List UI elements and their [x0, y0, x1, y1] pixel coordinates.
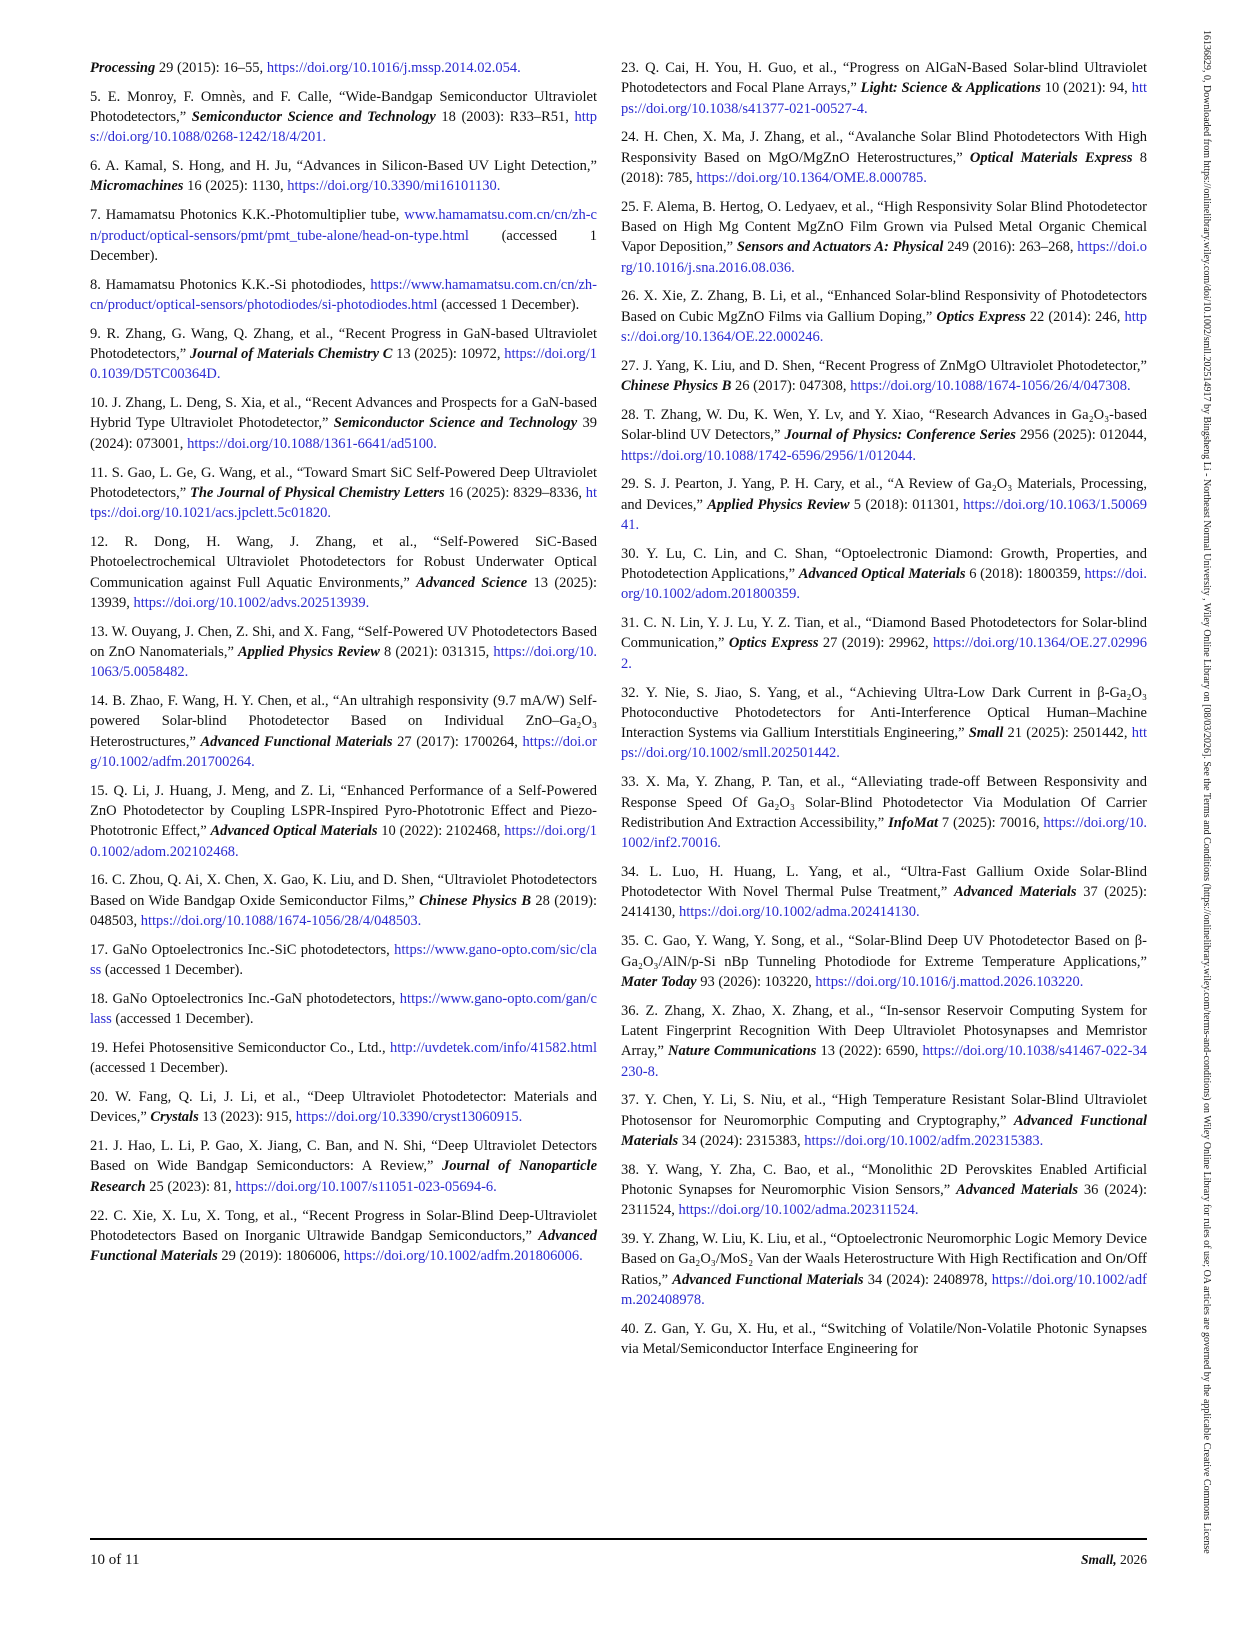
- reference-text: 8 (2021): 031315,: [379, 643, 494, 660]
- reference-text: 29. S. J. Pearton, J. Yang, P. H. Cary, et al., “A Review of Ga₂O₃ Materials, Processing, and Devices,”: [621, 476, 1147, 513]
- reference-text: 13. W. Ouyang, J. Chen, Z. Shi, and X. Fang, “Self-Powered UV Photodetectors Based on ZnO Nanomaterials,”: [90, 623, 597, 660]
- reference-text: 17. GaNo Optoelectronics Inc.-SiC photodetectors,: [90, 941, 395, 958]
- doi-link[interactable]: https://doi.org/10.1364/OE.27.029962.: [621, 635, 1148, 672]
- reference-text: 31. C. N. Lin, Y. J. Lu, Y. Z. Tian, et al., “Diamond Based Photodetectors for Solar-blind Communication,”: [621, 615, 1147, 652]
- reference-text: 29 (2015): 16–55,: [155, 60, 267, 76]
- doi-link[interactable]: https://www.gano-opto.com/gan/class: [90, 990, 597, 1028]
- reference-item: [621, 1160, 1147, 1221]
- journal-name: Advanced Functional Materials: [200, 733, 393, 750]
- reference-text: 26 (2017): 047308,: [731, 378, 851, 395]
- reference-item: [621, 1229, 1147, 1310]
- reference-text: (accessed 1 December).: [437, 296, 580, 313]
- reference-text: 32. Y. Nie, S. Jiao, S. Yang, et al., “Achieving Ultra-Low Dark Current in β-Ga₂O₃ Photoconductive Photodetectors for Anti-Interference Optical Human–Machine Interaction Systems via Gallium Interstitials Engineering,”: [621, 684, 1147, 742]
- reference-text: 10. J. Zhang, L. Deng, S. Xia, et al., “Recent Advances and Prospects for a GaN-based Hybrid Type Ultraviolet Photodetector,”: [90, 395, 597, 432]
- doi-link[interactable]: https://doi.org/10.1002/inf2.70016.: [621, 814, 1148, 852]
- journal-name: InfoMat: [888, 814, 939, 831]
- reference-item: [621, 683, 1147, 764]
- journal-name: Advanced Science: [416, 574, 528, 591]
- journal-name: Semiconductor Science and Technology: [333, 415, 578, 432]
- reference-text: 8 (2018): 785,: [621, 149, 1148, 186]
- reference-item: [621, 931, 1147, 992]
- journal-name: Advanced Materials: [953, 884, 1077, 901]
- doi-link[interactable]: https://doi.org/10.1016/j.sna.2016.08.036.: [621, 239, 1147, 276]
- reference-item: [90, 58, 597, 78]
- reference-item: [621, 405, 1147, 466]
- doi-link[interactable]: https://doi.org/10.1063/5.0058482.: [90, 643, 598, 681]
- journal-name: Micromachines: [90, 178, 184, 195]
- reference-item: [621, 1319, 1147, 1360]
- journal-name: Nature Communications: [668, 1043, 817, 1060]
- journal-name: Advanced Functional Materials: [621, 1112, 1147, 1149]
- reference-text: 36. Z. Zhang, X. Zhao, X. Zhang, et al., “In-sensor Reservoir Computing System for Latent Fingerprint Recognition With Deep Ultraviolet Photosynapses and Memristor Array,”: [621, 1002, 1147, 1060]
- journal-name: Optical Materials Express: [969, 149, 1133, 166]
- journal-name: Advanced Optical Materials: [210, 823, 378, 840]
- reference-text: 28 (2019): 048503,: [90, 892, 597, 929]
- reference-text: 7 (2025): 70016,: [938, 814, 1044, 831]
- reference-text: (accessed 1 December).: [90, 227, 597, 264]
- journal-name: Applied Physics Review: [707, 496, 850, 513]
- doi-link[interactable]: www.hamamatsu.com.cn/cn/zh-cn/product/optical-sensors/pmt/pmt_tube-alone/head-on-type.html: [90, 207, 597, 244]
- reference-item: [621, 58, 1147, 119]
- reference-text: 10 (2021): 94,: [1040, 80, 1132, 97]
- reference-item: [90, 156, 597, 197]
- reference-text: 6 (2018): 1800359,: [965, 566, 1085, 583]
- page-number: 10 of 11: [90, 1552, 140, 1568]
- reference-item: [90, 781, 597, 862]
- reference-text: 249 (2016): 263–268,: [943, 239, 1078, 256]
- reference-text: 26. X. Xie, Z. Zhang, B. Li, et al., “Enhanced Solar-blind Responsivity of Photodetectors Based on Cubic MgZnO Films via Gallium Doping,”: [621, 288, 1147, 325]
- doi-link[interactable]: https://doi.org/10.1016/j.mssp.2014.02.054.: [266, 60, 521, 76]
- doi-link[interactable]: https://doi.org/10.3390/mi16101130.: [287, 178, 501, 195]
- journal-name: Journal of Materials Chemistry C: [189, 346, 393, 363]
- doi-link[interactable]: https://doi.org/10.1002/adom.201800359.: [621, 566, 1147, 603]
- reference-text: 16 (2025): 8329–8336,: [444, 484, 586, 501]
- journal-name: Crystals: [150, 1109, 199, 1126]
- doi-link[interactable]: https://www.gano-opto.com/sic/class: [90, 941, 597, 979]
- reference-text: 11. S. Gao, L. Ge, G. Wang, et al., “Toward Smart SiC Self-Powered Deep Ultraviolet Photodetectors,”: [90, 464, 597, 501]
- reference-text: 5. E. Monroy, F. Omnès, and F. Calle, “Wide-Bandgap Semiconductor Ultraviolet Photodetectors,”: [90, 88, 597, 126]
- reference-item: [90, 463, 597, 524]
- reference-text: 39 (2024): 073001,: [90, 415, 597, 452]
- reference-text: 38. Y. Wang, Y. Zha, C. Bao, et al., “Monolithic 2D Perovskites Enabled Artificial Photonic Synapses for Neuromorphic Vision Sensors,”: [621, 1161, 1147, 1199]
- reference-item: [621, 1001, 1147, 1082]
- doi-link[interactable]: https://doi.org/10.1002/smll.202501442.: [621, 725, 1148, 762]
- reference-item: [621, 1090, 1147, 1151]
- journal-name: Semiconductor Science and Technology: [191, 109, 436, 126]
- doi-link[interactable]: https://doi.org/10.1038/s41377-021-00527-4.: [621, 80, 1147, 117]
- doi-link[interactable]: https://doi.org/10.1002/adma.202311524.: [678, 1202, 919, 1219]
- journal-name: Small: [968, 725, 1004, 742]
- reference-text: 35. C. Gao, Y. Wang, Y. Song, et al., “Solar-Blind Deep UV Photodetector Based on β-Ga₂O₃/AlN/p-Si nBp Tunneling Photodiode for Extreme Temperature Applications,”: [621, 933, 1147, 970]
- references-section: [90, 58, 1147, 1368]
- reference-item: [90, 275, 597, 316]
- doi-link[interactable]: https://doi.org/10.1063/1.5006941.: [621, 496, 1147, 533]
- journal-name: Optics Express: [936, 308, 1026, 325]
- reference-item: [90, 1136, 597, 1197]
- reference-text: 7. Hamamatsu Photonics K.K.-Photomultiplier tube,: [90, 207, 405, 224]
- doi-link[interactable]: https://doi.org/10.1038/s41467-022-34230-8.: [621, 1043, 1148, 1080]
- reference-text: 37. Y. Chen, Y. Li, S. Niu, et al., “High Temperature Resistant Solar-Blind Ultraviolet Photosensor for Neuromorphic Computing and Cryptography,”: [621, 1092, 1147, 1129]
- reference-item: [90, 87, 597, 148]
- reference-text: 22 (2014): 246,: [1025, 308, 1125, 325]
- doi-link[interactable]: https://doi.org/10.1088/1361-6641/ad5100.: [187, 435, 437, 452]
- journal-name: Applied Physics Review: [237, 643, 380, 660]
- reference-text: 20. W. Fang, Q. Li, J. Li, et al., “Deep Ultraviolet Photodetector: Materials and Devices,”: [90, 1089, 597, 1126]
- reference-text: 28. T. Zhang, W. Du, K. Wen, Y. Lv, and Y. Xiao, “Research Advances in Ga₂O₃-based Solar-blind UV Detectors,”: [621, 406, 1147, 444]
- reference-text: (accessed 1 December).: [101, 962, 243, 979]
- reference-text: 21. J. Hao, L. Li, P. Gao, X. Jiang, C. Ban, and N. Shi, “Deep Ultraviolet Detectors Based on Wide Bandgap Semiconductors: A Review,”: [90, 1138, 597, 1175]
- reference-item: [90, 870, 597, 931]
- download-license-sidebar-text: 16136829, 0, Downloaded from https://onlinelibrary.wiley.com/doi/10.1002/smll.202514917 by Bingsheng Li - Northeast Normal University , Wiley Online Library on [08/03/2026]. See the Terms and Conditions (https://onlinelibrary.wiley.com/terms-and-conditions) on Wiley Online Library for rules of use; OA articles are governed by the applicable Creative Commons License: [1201, 30, 1212, 1554]
- reference-item: [621, 197, 1147, 278]
- journal-name: Mater Today: [621, 973, 697, 990]
- doi-link[interactable]: https://doi.org/10.1002/adfm.202408978.: [621, 1271, 1147, 1309]
- reference-text: 12. R. Dong, H. Wang, J. Zhang, et al., “Self-Powered SiC-Based Photoelectrochemical Ultraviolet Photodetectors for Robust Underwater Optical Communication against Full Aquatic Environments,”: [90, 533, 597, 591]
- journal-name: Sensors and Actuators A: Physical: [736, 239, 944, 256]
- reference-item: [90, 1087, 597, 1128]
- reference-text: (accessed 1 December).: [111, 1011, 254, 1028]
- reference-item: [90, 532, 597, 613]
- references-right-column: [621, 58, 1147, 1368]
- reference-text: 24. H. Chen, X. Ma, J. Zhang, et al., “Avalanche Solar Blind Photodetectors With High Responsivity Based on MgO/MgZnO Heterostructures,”: [621, 129, 1147, 166]
- reference-item: [90, 989, 597, 1030]
- reference-item: [90, 324, 597, 385]
- doi-link[interactable]: https://doi.org/10.1002/advs.202513939.: [133, 594, 370, 611]
- reference-text: 93 (2026): 103220,: [696, 973, 816, 990]
- journal-name: Advanced Functional Materials: [90, 1227, 597, 1265]
- doi-link[interactable]: http://uvdetek.com/info/41582.html: [389, 1039, 597, 1056]
- reference-text: 23. Q. Cai, H. You, H. Guo, et al., “Progress on AlGaN-Based Solar-blind Ultraviolet Photodetectors and Focal Plane Arrays,”: [621, 60, 1147, 97]
- journal-name: Chinese Physics B: [621, 378, 732, 395]
- footer-divider: [90, 1538, 1147, 1540]
- reference-text: 18 (2003): R33–R51,: [435, 109, 575, 126]
- doi-link[interactable]: https://doi.org/10.1002/adfm.201806006.: [343, 1248, 583, 1265]
- doi-link[interactable]: https://doi.org/10.1016/j.mattod.2026.103220.: [815, 973, 1084, 990]
- reference-item: [90, 205, 597, 266]
- reference-item: [621, 356, 1147, 397]
- reference-text: 34. L. Luo, H. Huang, L. Yang, et al., “Ultra-Fast Gallium Oxide Solar-Blind Photodetector With Novel Thermal Pulse Treatment,”: [621, 863, 1147, 901]
- journal-name: Journal of Nanoparticle Research: [90, 1158, 598, 1195]
- doi-link[interactable]: https://doi.org/10.1364/OE.22.000246.: [621, 308, 1147, 346]
- doi-link[interactable]: https://www.hamamatsu.com.cn/cn/zh-cn/product/optical-sensors/photodiodes/si-photodiodes.html: [90, 276, 597, 313]
- journal-name: Advanced Optical Materials: [798, 566, 966, 583]
- reference-text: 40. Z. Gan, Y. Gu, X. Hu, et al., “Switching of Volatile/Non-Volatile Photonic Synapses via Metal/Semiconductor Interface Engineering for: [621, 1320, 1147, 1358]
- reference-text: 29 (2019): 1806006,: [217, 1248, 344, 1265]
- reference-text: (accessed 1 December).: [90, 1060, 229, 1077]
- reference-item: [90, 1206, 597, 1267]
- journal-name: Advanced Materials: [956, 1182, 1079, 1199]
- reference-text: 15. Q. Li, J. Huang, J. Meng, and Z. Li, “Enhanced Performance of a Self-Powered ZnO Photodetector by Coupling LSPR-Inspired Pyro-Phototronic Effect and Piezo-Phototronic Effect,”: [90, 782, 597, 840]
- reference-text: 33. X. Ma, Y. Zhang, P. Tan, et al., “Alleviating trade-off Between Responsivity and Response Speed Of Ga₂O₃ Solar-Blind Photodetector Via Modulation Of Carrier Redistribution And Extraction Accessibility,”: [621, 774, 1147, 831]
- journal-name: Chinese Physics B: [419, 892, 532, 909]
- journal-footer-mark: [1081, 1552, 1147, 1568]
- reference-text: 27. J. Yang, K. Liu, and D. Shen, “Recent Progress of ZnMgO Ultraviolet Photodetector,”: [621, 357, 1147, 374]
- reference-text: 18. GaNo Optoelectronics Inc.-GaN photodetectors,: [90, 990, 400, 1007]
- reference-text: 5 (2018): 011301,: [849, 496, 964, 513]
- journal-name-footer: Small,: [1080, 1552, 1117, 1567]
- reference-text: 13 (2022): 6590,: [816, 1043, 923, 1060]
- reference-text: 6. A. Kamal, S. Hong, and H. Ju, “Advances in Silicon-Based UV Light Detection,”: [90, 158, 597, 175]
- doi-link[interactable]: https://doi.org/10.1088/1742-6596/2956/1/012044.: [621, 447, 916, 464]
- doi-link[interactable]: https://doi.org/10.1007/s11051-023-05694-6.: [235, 1178, 497, 1195]
- page-footer: [90, 1552, 1147, 1569]
- reference-text: 22. C. Xie, X. Lu, X. Tong, et al., “Recent Progress in Solar-Blind Deep-Ultraviolet Photodetectors Based on Inorganic Ultrawide Bandgap Semiconductors,”: [90, 1207, 597, 1244]
- reference-item: [621, 613, 1147, 674]
- reference-item: [621, 474, 1147, 535]
- reference-text: 27 (2019): 29962,: [818, 635, 933, 652]
- doi-link[interactable]: https://doi.org/10.1088/1674-1056/26/4/047308.: [850, 378, 1131, 395]
- doi-link[interactable]: https://doi.org/10.1088/0268-1242/18/4/201.: [90, 109, 597, 146]
- reference-text: 39. Y. Zhang, W. Liu, K. Liu, et al., “Optoelectronic Neuromorphic Logic Memory Device Based on Ga₂O₃/MoS₂ Van der Waals Heterostructure With High Rectification and On/Off Ratios,”: [621, 1231, 1147, 1288]
- reference-text: 16. C. Zhou, Q. Ai, X. Chen, X. Gao, K. Liu, and D. Shen, “Ultraviolet Photodetectors Based on Wide Bandgap Oxide Semiconductor Films,”: [90, 872, 597, 909]
- doi-link[interactable]: https://doi.org/10.1088/1674-1056/28/4/048503.: [140, 912, 422, 929]
- reference-text: 30. Y. Lu, C. Lin, and C. Shan, “Optoelectronic Diamond: Growth, Properties, and Photodetection Applications,”: [621, 545, 1147, 583]
- reference-item: [90, 622, 597, 683]
- reference-text: 13 (2023): 915,: [198, 1109, 296, 1126]
- doi-link[interactable]: https://doi.org/10.1039/D5TC00364D.: [90, 346, 598, 383]
- reference-text: 36 (2024): 2311524,: [621, 1182, 1148, 1219]
- reference-item: [621, 772, 1147, 853]
- reference-text: 13 (2025): 13939,: [90, 574, 598, 611]
- doi-link[interactable]: https://doi.org/10.1002/adma.202414130.: [679, 904, 920, 921]
- reference-item: [621, 286, 1147, 347]
- reference-text: 19. Hefei Photosensitive Semiconductor Co., Ltd.,: [90, 1039, 390, 1056]
- journal-year-footer: 2026: [1116, 1552, 1147, 1567]
- reference-item: [90, 691, 597, 772]
- reference-text: 10 (2022): 2102468,: [377, 823, 505, 840]
- doi-link[interactable]: https://doi.org/10.1002/adfm.201700264.: [90, 733, 597, 770]
- doi-link[interactable]: https://doi.org/10.1364/OME.8.000785.: [696, 169, 927, 186]
- reference-item: [621, 544, 1147, 605]
- reference-item: [621, 862, 1147, 923]
- reference-text: 25 (2023): 81,: [145, 1178, 236, 1195]
- reference-text: 27 (2017): 1700264,: [392, 733, 523, 750]
- reference-item: [90, 1038, 597, 1079]
- reference-text: 14. B. Zhao, F. Wang, H. Y. Chen, et al., “An ultrahigh responsivity (9.7 mA/W) Self-powered Solar-blind Photodetector Based on Individual ZnO–Ga₂O₃ Heterostructures,”: [90, 693, 597, 750]
- journal-name: Processing: [90, 60, 156, 76]
- journal-name: Optics Express: [728, 635, 819, 652]
- reference-text: 2956 (2025): 012044,: [1015, 427, 1147, 444]
- reference-text: 16 (2025): 1130,: [183, 178, 288, 195]
- reference-text: 13 (2025): 10972,: [392, 346, 505, 363]
- doi-link[interactable]: https://doi.org/10.1021/acs.jpclett.5c01820.: [90, 484, 597, 522]
- journal-name: Light: Science & Applications: [860, 80, 1041, 97]
- doi-link[interactable]: https://doi.org/10.1002/adom.202102468.: [90, 823, 597, 860]
- journal-name: Advanced Functional Materials: [672, 1271, 864, 1288]
- reference-text: 25. F. Alema, B. Hertog, O. Ledyaev, et al., “High Responsivity Solar Blind Photodetector Based on High Mg Content MgZnO Film Grown via Pulsed Metal Organic Chemical Vapor Deposition,”: [621, 198, 1147, 256]
- reference-item: [90, 940, 597, 981]
- reference-text: 37 (2025): 2414130,: [621, 884, 1147, 921]
- references-left-column: [90, 58, 597, 1368]
- reference-text: 34 (2024): 2408978,: [863, 1271, 992, 1288]
- reference-item: [90, 393, 597, 454]
- doi-link[interactable]: https://doi.org/10.3390/cryst13060915.: [295, 1109, 523, 1126]
- reference-text: 9. R. Zhang, G. Wang, Q. Zhang, et al., “Recent Progress in GaN-based Ultraviolet Photodetectors,”: [90, 325, 597, 363]
- reference-item: [621, 127, 1147, 188]
- doi-link[interactable]: https://doi.org/10.1002/adfm.202315383.: [804, 1132, 1044, 1149]
- journal-name: The Journal of Physical Chemistry Letters: [189, 484, 445, 501]
- reference-text: 21 (2025): 2501442,: [1003, 725, 1132, 742]
- journal-name: Journal of Physics: Conference Series: [784, 427, 1016, 444]
- reference-text: 8. Hamamatsu Photonics K.K.-Si photodiodes,: [90, 276, 371, 293]
- reference-text: 34 (2024): 2315383,: [678, 1132, 805, 1149]
